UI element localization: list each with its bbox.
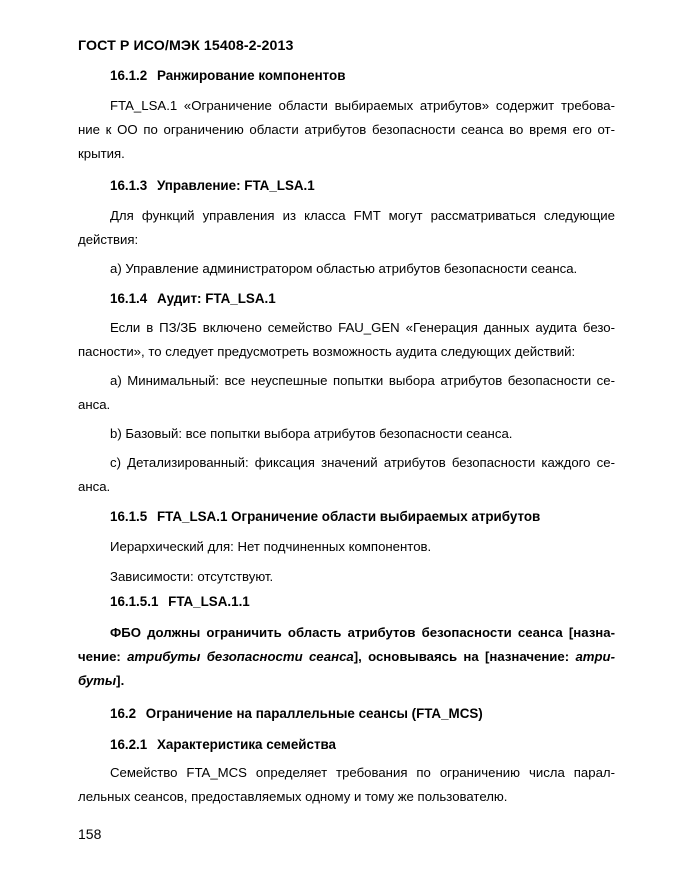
text-line: a) Управление администратором областью атрибутов безопасности сеанса.: [110, 261, 578, 276]
heading-number: 16.1.5.1: [110, 594, 159, 609]
text-line: [78, 669, 615, 693]
heading-title: Ограничение на параллельные сеансы (FTA_MCS): [145, 706, 483, 721]
heading-16-2-1: [110, 737, 336, 752]
text-line: Иерархический для: Нет подчиненных компонентов.: [110, 539, 432, 554]
text-line: Зависимости: отсутствуют.: [110, 569, 274, 584]
heading-number: 16.1.5: [110, 509, 148, 524]
text-line: анса.: [78, 397, 111, 412]
heading-title: Характеристика семейства: [156, 737, 337, 752]
text-line: Если в ПЗ/ЗБ включено семейство FAU_GEN «Генерация данных аудита безо-: [110, 320, 615, 335]
text-line: пасности», то следует предусмотреть возможность аудита следующих действий:: [78, 344, 576, 359]
audit-item-b: [78, 422, 615, 446]
text-run: чение:: [78, 649, 128, 664]
heading-title: FTA_LSA.1.1: [168, 594, 250, 609]
heading-16-1-4: [110, 291, 276, 306]
hierarchical-to: [78, 535, 615, 559]
text-line: ние к ОО по ограничению области атрибутов безопасности сеанса во время его от-: [78, 122, 615, 137]
heading-16-1-5: [110, 509, 540, 524]
paragraph-family-behaviour: [78, 761, 615, 809]
paragraph-management: [78, 204, 615, 252]
assignment-italic: атрибуты безопасности сеанса: [127, 649, 354, 664]
text-line: c) Детализированный: фиксация значений атрибутов безопасности каждого се-: [110, 455, 615, 470]
heading-16-1-2: [110, 68, 345, 83]
text-run: ].: [116, 673, 125, 688]
assignment-italic: атри-: [575, 649, 615, 664]
element-fta-lsa-1-1: [78, 621, 615, 693]
assignment-italic: буты: [78, 673, 117, 688]
heading-title: Ранжирование компонентов: [156, 68, 346, 83]
text-line: a) Минимальный: все неуспешные попытки выбора атрибутов безопасности се-: [110, 373, 615, 388]
heading-16-2: [110, 706, 483, 721]
heading-title: Аудит: FTA_LSA.1: [156, 291, 276, 306]
dependencies: [78, 565, 615, 589]
text-run: ], основываясь на [назначение:: [353, 649, 576, 664]
heading-16-1-3: [110, 178, 315, 193]
heading-title: Управление: FTA_LSA.1: [156, 178, 315, 193]
text-line: b) Базовый: все попытки выбора атрибутов безопасности сеанса.: [110, 426, 513, 441]
heading-16-1-5-1: [110, 594, 250, 609]
text-line: [78, 645, 615, 669]
heading-number: 16.1.2: [110, 68, 148, 83]
audit-item-a: [78, 369, 615, 417]
audit-item-c: [78, 451, 615, 499]
heading-number: 16.2: [110, 706, 137, 721]
heading-title: FTA_LSA.1 Ограничение области выбираемых атрибутов: [156, 509, 541, 524]
text-line: лельных сеансов, предоставляемых одному и тому же пользователю.: [78, 789, 508, 804]
text-line: Семейство FTA_MCS определяет требования по ограничению числа парал-: [110, 765, 615, 780]
management-action-a: [78, 257, 615, 281]
heading-number: 16.1.4: [110, 291, 148, 306]
heading-number: 16.1.3: [110, 178, 148, 193]
paragraph-ranking: [78, 94, 615, 166]
text-line: FTA_LSA.1 «Ограничение области выбираемых атрибутов» содержит требова-: [110, 98, 615, 113]
page-number: 158: [78, 826, 102, 842]
paragraph-audit: [78, 316, 615, 364]
text-line: анса.: [78, 479, 111, 494]
heading-number: 16.2.1: [110, 737, 148, 752]
text-line: ФБО должны ограничить область атрибутов безопасности сеанса [назна-: [110, 625, 615, 640]
text-line: действия:: [78, 232, 139, 247]
text-line: крытия.: [78, 146, 125, 161]
standard-header: ГОСТ Р ИСО/МЭК 15408-2-2013: [78, 38, 294, 54]
text-line: Для функций управления из класса FMT могут рассматриваться следующие: [110, 208, 615, 223]
